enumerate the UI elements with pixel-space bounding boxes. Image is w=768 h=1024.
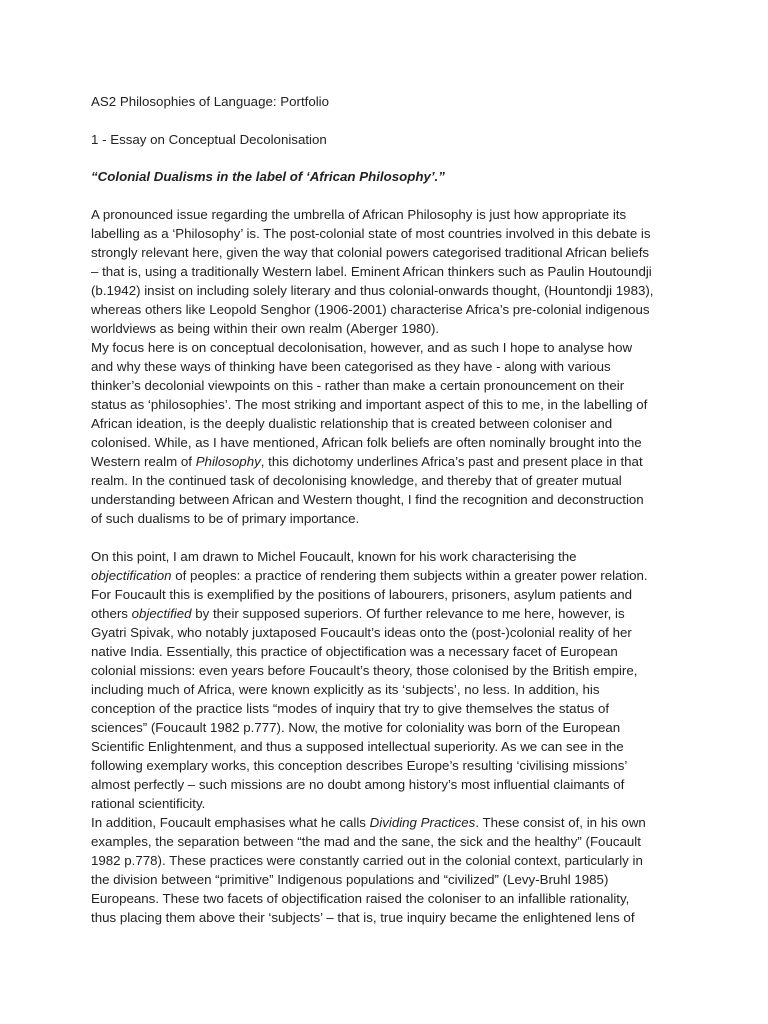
- paragraph-line: [91, 813, 654, 832]
- paragraph-line: Europeans. These two facets of objectification raised the coloniser to an infallible rationality,: [91, 891, 630, 906]
- paragraph-line: thinker’s decolonial viewpoints on this - rather than make a certain pronouncement on their: [91, 378, 625, 393]
- text-run: by their supposed superiors. Of further relevance to me here, however, is: [191, 606, 625, 621]
- paragraph-line: [91, 566, 654, 585]
- paragraph-line: (b.1942) insist on including solely literary and thus colonial-onwards thought, (Hountondji 1983),: [91, 283, 654, 298]
- italic-term: Philosophy: [195, 454, 261, 469]
- paragraph-line: conception of the practice lists “modes of inquiry that try to give themselves the status of: [91, 701, 610, 716]
- paragraph-line: following exemplary works, this conception describes Europe’s resulting ‘civilising missions’: [91, 758, 628, 773]
- paragraph-line: status as ‘philosophies’. The most striking and important aspect of this to me, in the labelling of: [91, 397, 648, 412]
- essay-title: “Colonial Dualisms in the label of ‘African Philosophy’.”: [91, 169, 445, 184]
- document-heading: AS2 Philosophies of Language: Portfolio: [91, 94, 330, 109]
- paragraph-line: A pronounced issue regarding the umbrella of African Philosophy is just how appropriate its: [91, 207, 627, 222]
- paragraph-line: whereas others like Leopold Senghor (1906-2001) characterise Africa’s pre-colonial indigenous: [91, 302, 650, 317]
- paragraph-line: – that is, using a traditionally Western label. Eminent African thinkers such as Paulin Houtoundji: [91, 264, 652, 279]
- essay-body: [91, 205, 654, 927]
- text-run: . These consist of, in his own: [475, 815, 646, 830]
- paragraph-line: 1982 p.778). These practices were constantly carried out in the colonial context, particularly in: [91, 853, 643, 868]
- paragraph-line: of such dualisms to be of primary importance.: [91, 511, 360, 526]
- paragraph-line: sciences” (Foucault 1982 p.777). Now, the motive for coloniality was born of the European: [91, 720, 621, 735]
- paragraph-line: Gyatri Spivak, who notably juxtaposed Foucault’s ideas onto the (post-)colonial reality of her: [91, 625, 632, 640]
- paragraph-line: rational scientificity.: [91, 796, 206, 811]
- paragraph-gap: [91, 528, 654, 547]
- italic-term: objectification: [91, 568, 172, 583]
- paragraph-line: For Foucault this is exemplified by the positions of labourers, prisoners, asylum patients and: [91, 587, 633, 602]
- paragraph-line: native India. Essentially, this practice of objectification was a necessary facet of European: [91, 644, 618, 659]
- paragraph-line: realm. In the continued task of decolonising knowledge, and thereby that of greater mutual: [91, 473, 622, 488]
- paragraph-line: [91, 452, 654, 471]
- paragraph-line: strongly relevant here, given the way that colonial powers categorised traditional African beliefs: [91, 245, 650, 260]
- paragraph-line: Scientific Enlightenment, and thus a supposed intellectual superiority. As we can see in the: [91, 739, 624, 754]
- paragraph-line: [91, 604, 654, 623]
- paragraph-line: colonised. While, as I have mentioned, African folk beliefs are often nominally brought into the: [91, 435, 642, 450]
- document-subheading: 1 - Essay on Conceptual Decolonisation: [91, 132, 327, 147]
- text-run: others: [91, 606, 132, 621]
- text-run: , this dichotomy underlines Africa’s past and present place in that: [260, 454, 643, 469]
- paragraph-line: On this point, I am drawn to Michel Foucault, known for his work characterising the: [91, 549, 577, 564]
- paragraph-line: colonial missions: even years before Foucault’s theory, those colonised by the British empire,: [91, 663, 638, 678]
- italic-term: objectified: [131, 606, 192, 621]
- paragraph-line: My focus here is on conceptual decolonisation, however, and as such I hope to analyse how: [91, 340, 633, 355]
- paragraph-line: almost perfectly – such missions are no doubt among history’s most influential claimants of: [91, 777, 625, 792]
- italic-term: Dividing Practices: [369, 815, 476, 830]
- text-run: Western realm of: [91, 454, 196, 469]
- paragraph-line: and why these ways of thinking have been categorised as they have - along with various: [91, 359, 611, 374]
- text-run: of peoples: a practice of rendering them subjects within a greater power relation.: [171, 568, 648, 583]
- paragraph-line: thus placing them above their ‘subjects’ – that is, true inquiry became the enlightened lens of: [91, 910, 635, 925]
- paragraph-line: examples, the separation between “the mad and the sane, the sick and the healthy” (Foucault: [91, 834, 641, 849]
- paragraph-line: the division between “primitive” Indigenous populations and “civilized” (Levy-Bruhl 1985): [91, 872, 609, 887]
- paragraph-line: labelling as a ‘Philosophy’ is. The post-colonial state of most countries involved in this debate is: [91, 226, 651, 241]
- text-run: In addition, Foucault emphasises what he calls: [91, 815, 370, 830]
- paragraph-line: African ideation, is the deeply dualistic relationship that is created between coloniser and: [91, 416, 613, 431]
- paragraph-line: understanding between African and Western thought, I find the recognition and deconstruction: [91, 492, 644, 507]
- paragraph-line: including much of Africa, were known explicitly as its ‘subjects’, no less. In addition, his: [91, 682, 600, 697]
- paragraph-line: worldviews as being within their own realm (Aberger 1980).: [91, 321, 440, 336]
